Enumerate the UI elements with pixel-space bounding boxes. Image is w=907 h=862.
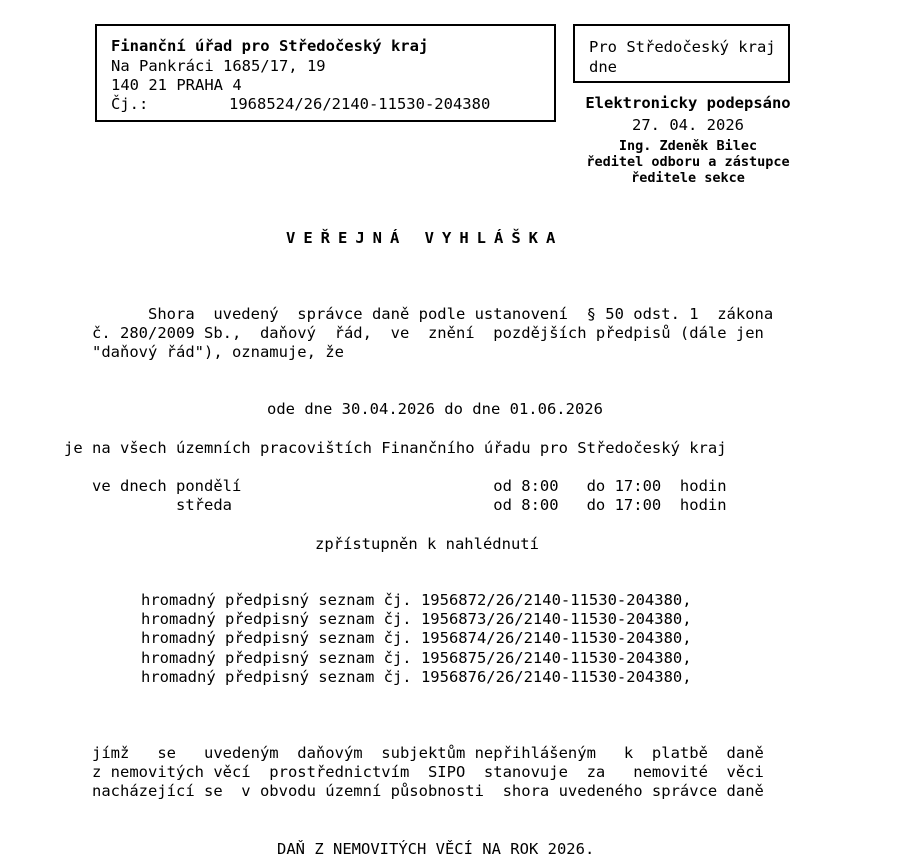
recipient-line1: Pro Středočeský kraj: [589, 38, 776, 56]
reference-number: 1968524/26/2140-11530-204380: [229, 95, 491, 113]
reference-label: Čj.:: [111, 95, 149, 113]
intro-line: Shora uvedený správce daně podle ustanovení § 50 odst. 1 zákona: [92, 305, 774, 323]
body-line: nacházející se v obvodu územní působnosti shora uvedeného správce daně: [92, 782, 764, 800]
list-item: hromadný předpisný seznam čj. 1956876/26/2140-11530-204380,: [141, 668, 692, 686]
sender-name: Finanční úřad pro Středočeský kraj: [111, 37, 429, 55]
list-item: hromadný předpisný seznam čj. 1956873/26/2140-11530-204380,: [141, 610, 692, 628]
sender-street: Na Pankráci 1685/17, 19: [111, 57, 326, 75]
location-line: je na všech územních pracovištích Finančního úřadu pro Středočeský kraj: [64, 439, 727, 457]
availability-line: zpřístupněn k nahlédnutí: [315, 535, 539, 553]
body-line: jímž se uvedeným daňovým subjektům nepřihlášeným k platbě daně: [92, 744, 764, 762]
body-line: z nemovitých věcí prostřednictvím SIPO stanovuje za nemovité věci: [92, 763, 764, 781]
hours-row: středa od 8:00 do 17:00 hodin: [92, 496, 727, 514]
intro-line: č. 280/2009 Sb., daňový řád, ve znění pozdějších předpisů (dále jen: [92, 324, 764, 342]
signature-heading: Elektronicky podepsáno: [585, 94, 791, 112]
signature-name: Ing. Zdeněk Bilec: [618, 138, 758, 154]
list-item: hromadný předpisný seznam čj. 1956875/26/2140-11530-204380,: [141, 649, 692, 667]
period-line: ode dne 30.04.2026 do dne 01.06.2026: [267, 400, 603, 418]
sender-city: 140 21 PRAHA 4: [111, 76, 242, 94]
intro-line: "daňový řád"), oznamuje, že: [92, 343, 344, 361]
recipient-line2: dne: [589, 58, 617, 76]
signature-date: 27. 04. 2026: [632, 116, 744, 134]
list-item: hromadný předpisný seznam čj. 1956874/26/2140-11530-204380,: [141, 629, 692, 647]
tax-heading: DAŇ Z NEMOVITÝCH VĚCÍ NA ROK 2026.: [277, 840, 595, 858]
list-item: hromadný předpisný seznam čj. 1956872/26/2140-11530-204380,: [141, 591, 692, 609]
signature-role-cont: ředitele sekce: [631, 170, 745, 186]
hours-row: ve dnech pondělí od 8:00 do 17:00 hodin: [92, 477, 727, 495]
signature-role: ředitel odboru a zástupce: [586, 154, 790, 170]
document-title: VEŘEJNÁ VYHLÁŠKA: [286, 229, 564, 247]
